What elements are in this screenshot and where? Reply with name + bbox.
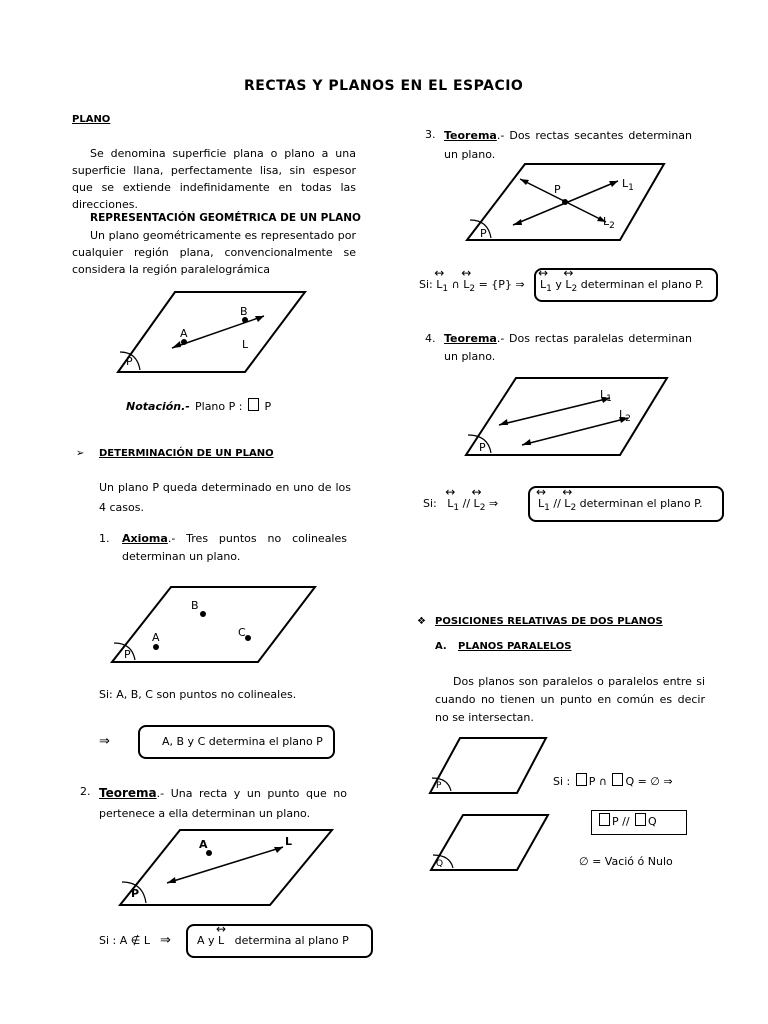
label-p-point: P — [554, 183, 561, 196]
label-l: L — [242, 338, 249, 351]
label-p: P — [126, 355, 133, 368]
label-l2: $L_2$ — [603, 215, 615, 232]
plane-symbol-icon — [612, 773, 623, 786]
case1-result: A, B y C determina el plano P — [162, 735, 323, 748]
empty-set-note: ∅ = Vació ó Nulo — [579, 855, 673, 868]
implies-icon: ⇒ — [160, 933, 171, 948]
plane-q — [431, 815, 548, 870]
representation-heading: REPRESENTACIÓN GEOMÉTRICA DE UN PLANO — [90, 212, 361, 224]
parallel-planes-result: P // Q — [597, 813, 657, 830]
notation-label: Notación.- — [126, 400, 190, 413]
label-p: P — [480, 227, 487, 240]
label-a: A — [199, 838, 208, 851]
line-symbol-icon: ↔ L — [474, 495, 480, 512]
page-title: RECTAS Y PLANOS EN EL ESPACIO — [244, 78, 524, 94]
case4-text: Teorema.- Dos rectas paralelas determinan un plano. — [444, 332, 692, 363]
case4-result: ↔ $L_1$ // ↔ $L_2$ determinan el plano P. — [538, 495, 703, 517]
case1-text: Axioma.- Tres puntos no colineales determinan un plano. — [122, 532, 347, 563]
case3-number: 3. — [425, 128, 436, 141]
plane-symbol-icon — [576, 773, 587, 786]
case2-condition: Si : A ∉ L — [99, 934, 150, 947]
case2-result: A y ↔ L determina al plano P — [197, 932, 349, 949]
parallel-planes-text: Dos planos son paralelos o paralelos entre si cuando no tienen un punto en común es decir no se intersectan. — [435, 675, 705, 724]
plane-symbol-icon — [635, 813, 646, 826]
label-b: B — [191, 599, 199, 612]
plano-heading: PLANO — [72, 114, 111, 125]
parallel-planes-condition: Si : P ∩ Q = ∅ ⇒ — [553, 775, 673, 788]
plane-symbol-icon — [599, 813, 610, 826]
line-symbol-icon: ↔ L — [218, 932, 224, 949]
label-q: Q — [436, 859, 444, 869]
line-symbol-icon: ↔ L — [447, 495, 453, 512]
representation-text: Un plano geométricamente es representado por cualquier región plana, convencionalmente se considera la región paralelográmica — [72, 229, 356, 276]
label-p: P — [124, 648, 131, 661]
label-l1: $L_1$ — [622, 177, 634, 194]
label-p: P — [436, 781, 442, 791]
plano-definition: Se denomina superficie plana o plano a una superficie llana, perfectamente lisa, sin espesor que se extiende indefinidamente en todas las direcciones. — [72, 147, 356, 211]
section-a-label: A. — [435, 641, 447, 652]
implies-icon: ⇒ — [99, 734, 110, 749]
label-l1: $L_1$ — [600, 388, 612, 405]
label-p: P — [131, 887, 140, 900]
label-a: A — [180, 327, 188, 340]
positions-heading: POSICIONES RELATIVAS DE DOS PLANOS — [435, 616, 663, 627]
label-l: L — [285, 835, 293, 848]
case4-condition: Si: ↔ $L_1$ // ↔ $L_2$ ⇒ — [423, 495, 498, 517]
case1-number: 1. — [99, 532, 110, 545]
label-c: C — [238, 626, 246, 639]
case3-result: ↔ $L_1$ y ↔ $L_2$ determinan el plano P. — [540, 276, 704, 298]
line-symbol-icon: ↔ L — [540, 276, 546, 293]
line-symbol-icon: ↔ L — [564, 495, 570, 512]
case4-number: 4. — [425, 332, 436, 345]
determination-heading: DETERMINACIÓN DE UN PLANO — [99, 448, 274, 459]
case3-condition: Si: ↔ $L_1$ ∩ ↔ $L_2 = \{P\}$ ⇒ — [419, 276, 525, 298]
line-symbol-icon: ↔ L — [436, 276, 442, 293]
bullet-icon: ➢ — [76, 448, 85, 459]
determination-text: Un plano P queda determinado en uno de los 4 casos. — [99, 481, 351, 514]
parallel-planes-heading: PLANOS PARALELOS — [458, 641, 572, 652]
line-symbol-icon: ↔ L — [463, 276, 469, 293]
notation-text: Plano P : P — [195, 400, 272, 413]
label-p: P — [479, 441, 486, 454]
label-a: A — [152, 631, 160, 644]
label-b: B — [240, 305, 248, 318]
diamond-bullet-icon: ❖ — [417, 616, 426, 627]
line-symbol-icon: ↔ L — [565, 276, 571, 293]
plane-p — [430, 738, 546, 793]
case2-number: 2. — [80, 785, 91, 798]
case3-text: Teorema.- Dos rectas secantes determinan un plano. — [444, 129, 692, 161]
case1-condition: Si: A, B, C son puntos no colineales. — [99, 688, 297, 701]
line-symbol-icon: ↔ L — [538, 495, 544, 512]
label-l2: $L_2$ — [619, 408, 631, 425]
case2-text: Teorema.- Una recta y un punto que no pertenece a ella determinan un plano. — [99, 786, 347, 820]
